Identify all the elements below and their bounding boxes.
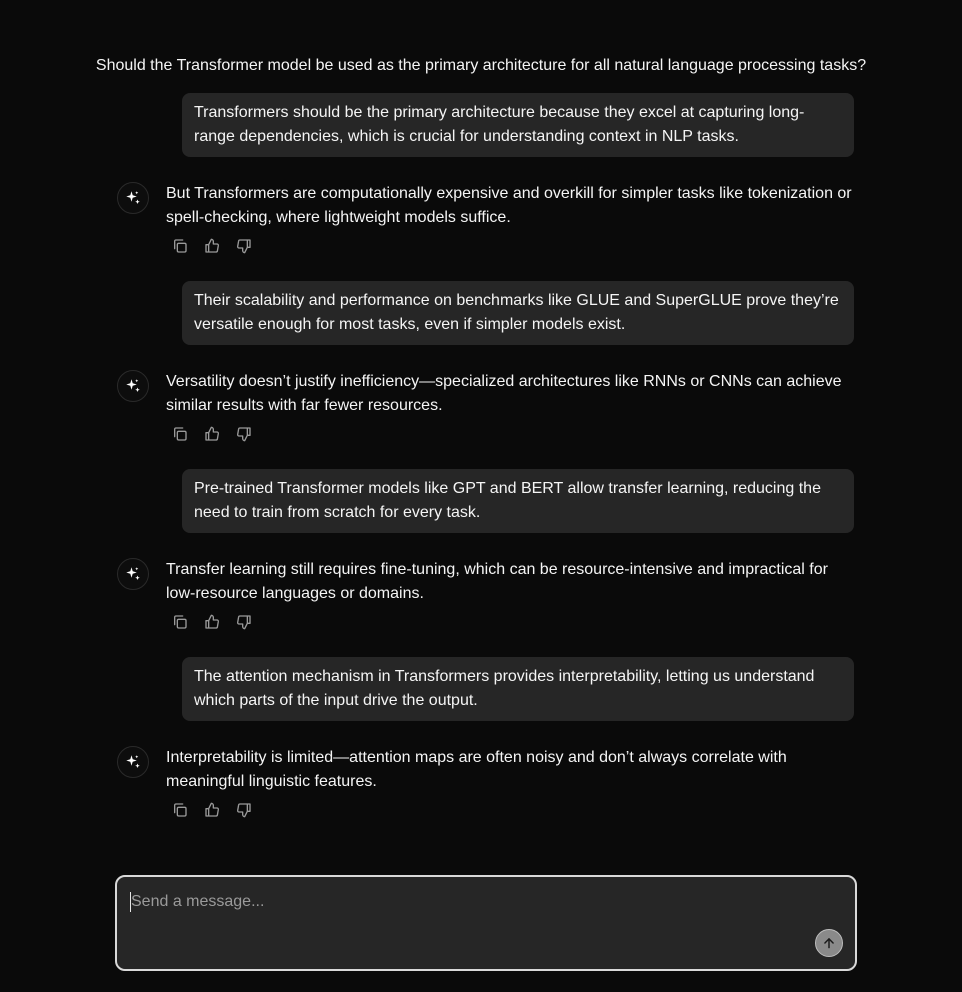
assistant-avatar [117,182,149,214]
thumbs-up-icon [204,238,220,254]
thumbs-down-button[interactable] [234,612,254,632]
sparkle-icon [124,377,142,395]
user-message: Transformers should be the primary architecture because they excel at capturing long-range dependencies, which is crucial for understanding context in NLP tasks. [182,93,854,157]
thumbs-up-button[interactable] [202,424,222,444]
user-message: The attention mechanism in Transformers provides interpretability, letting us understand which parts of the input drive the output. [182,657,854,721]
thumbs-down-button[interactable] [234,424,254,444]
message-actions [170,424,254,444]
message-input[interactable] [131,890,791,930]
thumbs-up-icon [204,802,220,818]
copy-icon [172,426,188,442]
sparkle-icon [124,565,142,583]
copy-icon [172,238,188,254]
sparkle-icon [124,753,142,771]
user-message: Pre-trained Transformer models like GPT and BERT allow transfer learning, reducing the need to train from scratch for every task. [182,469,854,533]
thumbs-up-icon [204,614,220,630]
thumbs-up-button[interactable] [202,612,222,632]
assistant-avatar [117,558,149,590]
message-composer [115,875,857,971]
thumbs-up-button[interactable] [202,236,222,256]
assistant-avatar [117,370,149,402]
message-actions [170,800,254,820]
thumbs-up-button[interactable] [202,800,222,820]
assistant-message-text: But Transformers are computationally expensive and overkill for simpler tasks like tokenization or spell-checking, where lightweight models suffice. [166,185,852,226]
sparkle-icon [124,189,142,207]
copy-icon [172,802,188,818]
user-message: Their scalability and performance on benchmarks like GLUE and SuperGLUE prove they’re versatile enough for most tasks, even if simpler models exist. [182,281,854,345]
arrow-up-icon [822,936,836,950]
message-actions [170,612,254,632]
thumbs-down-icon [236,238,252,254]
assistant-message-text: Versatility doesn’t justify inefficiency—specialized architectures like RNNs or CNNs can achieve similar results with far fewer resources. [166,373,842,414]
assistant-avatar [117,746,149,778]
thumbs-down-icon [236,426,252,442]
send-button[interactable] [815,929,843,957]
thumbs-down-button[interactable] [234,800,254,820]
message-actions [170,236,254,256]
copy-button[interactable] [170,236,190,256]
thumbs-up-icon [204,426,220,442]
copy-button[interactable] [170,612,190,632]
thumbs-down-icon [236,614,252,630]
assistant-message-text: Transfer learning still requires fine-tuning, which can be resource-intensive and impractical for low-resource languages or domains. [166,561,828,602]
copy-icon [172,614,188,630]
thumbs-down-button[interactable] [234,236,254,256]
copy-button[interactable] [170,800,190,820]
conversation-topic: Should the Transformer model be used as the primary architecture for all natural language processing tasks? [95,57,867,74]
copy-button[interactable] [170,424,190,444]
thumbs-down-icon [236,802,252,818]
assistant-message-text: Interpretability is limited—attention maps are often noisy and don’t always correlate with meaningful linguistic features. [166,749,787,790]
